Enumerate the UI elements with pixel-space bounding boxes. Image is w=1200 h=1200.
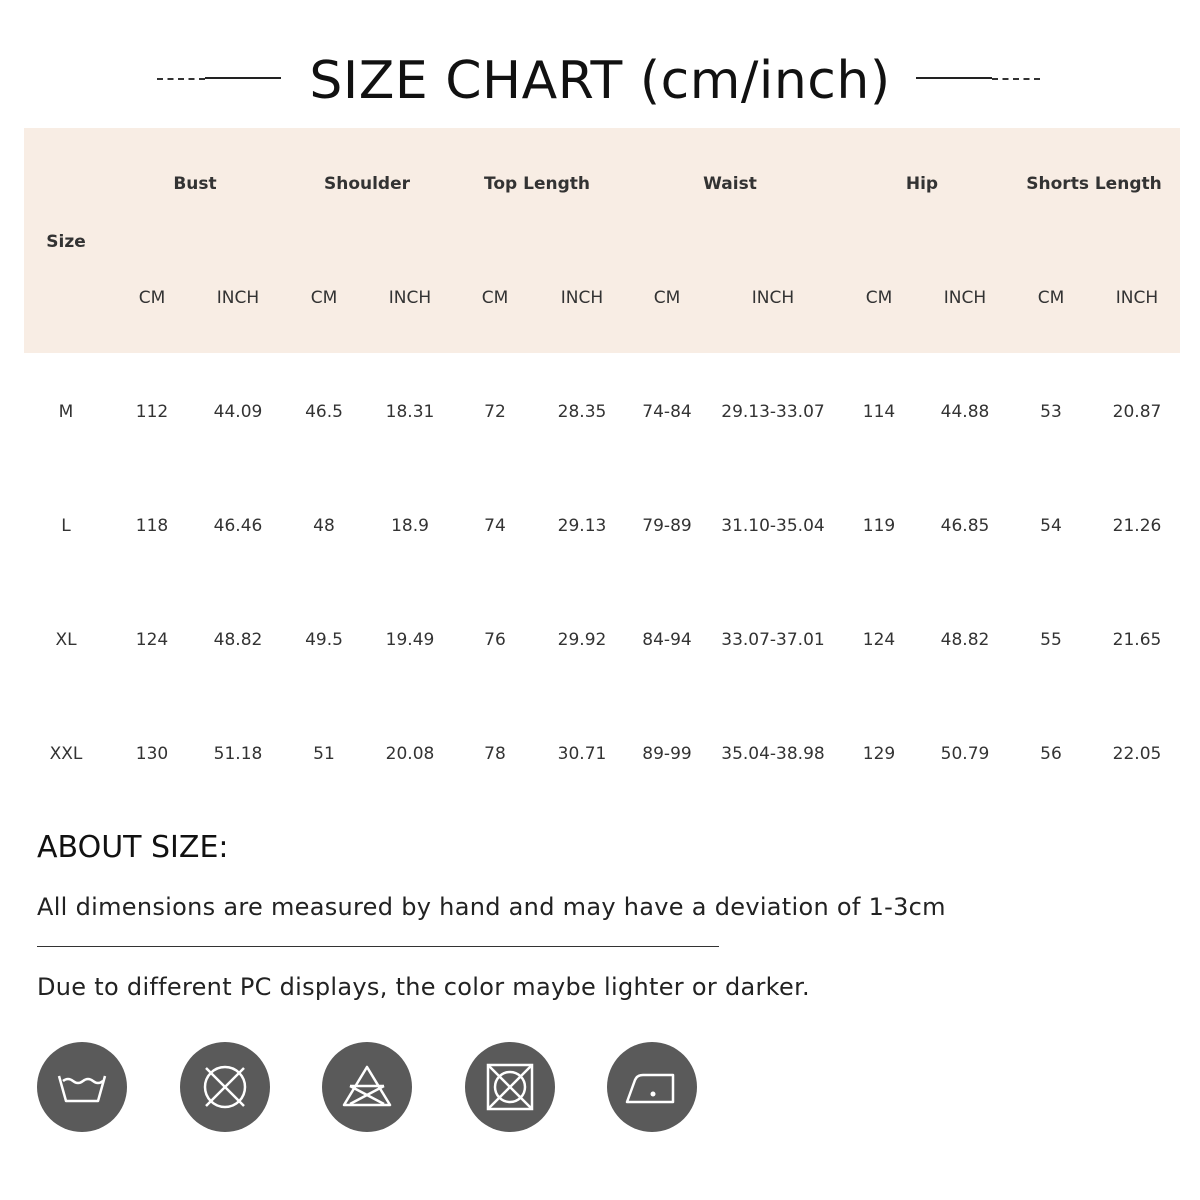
- table-cell: 72: [484, 402, 506, 422]
- table-cell: 28.35: [557, 402, 607, 422]
- unit-header: INCH: [943, 288, 987, 308]
- do-not-dry-clean-icon: [465, 1042, 555, 1132]
- table-cell: 119: [862, 516, 896, 536]
- table-cell: 44.09: [213, 402, 263, 422]
- do-not-tumble-dry-icon: [180, 1042, 270, 1132]
- unit-header: CM: [653, 288, 681, 308]
- table-cell: 74-84: [642, 402, 692, 422]
- table-cell: 76: [484, 630, 506, 650]
- table-cell: 21.26: [1112, 516, 1162, 536]
- size-label: XXL: [49, 744, 83, 764]
- color-note: Due to different PC displays, the color maybe lighter or darker.: [37, 973, 810, 1001]
- table-cell: 35.04-38.98: [721, 744, 825, 764]
- table-cell: 46.46: [213, 516, 263, 536]
- measurement-group-header: Bust: [173, 174, 217, 194]
- about-size-heading: ABOUT SIZE:: [37, 830, 229, 865]
- measurement-group-header: Shoulder: [323, 174, 411, 194]
- table-cell: 78: [484, 744, 506, 764]
- table-cell: 130: [135, 744, 169, 764]
- table-cell: 129: [862, 744, 896, 764]
- table-cell: 49.5: [305, 630, 343, 650]
- table-cell: 22.05: [1112, 744, 1162, 764]
- measurement-note: All dimensions are measured by hand and may have a deviation of 1-3cm: [37, 893, 946, 921]
- table-cell: 79-89: [642, 516, 692, 536]
- title-decoration-left-line: [205, 77, 281, 79]
- table-cell: 46.5: [305, 402, 343, 422]
- unit-header: INCH: [1115, 288, 1159, 308]
- table-cell: 114: [862, 402, 896, 422]
- unit-header: CM: [310, 288, 338, 308]
- table-cell: 124: [135, 630, 169, 650]
- table-cell: 46.85: [940, 516, 990, 536]
- unit-header: INCH: [560, 288, 604, 308]
- unit-header: CM: [138, 288, 166, 308]
- table-cell: 19.49: [385, 630, 435, 650]
- table-cell: 20.87: [1112, 402, 1162, 422]
- table-cell: 124: [862, 630, 896, 650]
- table-cell: 48.82: [213, 630, 263, 650]
- unit-header: CM: [865, 288, 893, 308]
- table-cell: 48.82: [940, 630, 990, 650]
- iron-low-icon: [607, 1042, 697, 1132]
- table-cell: 74: [484, 516, 506, 536]
- table-cell: 48: [313, 516, 335, 536]
- table-cell: 51.18: [213, 744, 263, 764]
- table-header-background: [24, 128, 1180, 353]
- size-label: L: [61, 516, 71, 536]
- table-cell: 29.92: [557, 630, 607, 650]
- divider: [37, 946, 719, 947]
- do-not-bleach-icon: [322, 1042, 412, 1132]
- title-decoration-right-dash: [992, 78, 1040, 80]
- table-cell: 30.71: [557, 744, 607, 764]
- size-column-header: Size: [46, 232, 86, 252]
- title-decoration-left-dash: [157, 78, 205, 80]
- measurement-group-header: Hip: [905, 174, 939, 194]
- title-decoration-right-line: [916, 77, 992, 79]
- measurement-group-header: Waist: [703, 174, 757, 194]
- page-title: SIZE CHART (cm/inch): [309, 51, 891, 111]
- unit-header: CM: [481, 288, 509, 308]
- unit-header: CM: [1037, 288, 1065, 308]
- table-cell: 18.9: [391, 516, 429, 536]
- unit-header: INCH: [388, 288, 432, 308]
- table-cell: 56: [1040, 744, 1062, 764]
- table-cell: 44.88: [940, 402, 990, 422]
- table-cell: 55: [1040, 630, 1062, 650]
- measurement-group-header: Top Length: [484, 174, 590, 194]
- size-label: M: [58, 402, 74, 422]
- table-cell: 51: [313, 744, 335, 764]
- measurement-group-header: Shorts Length: [1026, 174, 1162, 194]
- table-cell: 84-94: [642, 630, 692, 650]
- table-cell: 53: [1040, 402, 1062, 422]
- unit-header: INCH: [216, 288, 260, 308]
- table-cell: 29.13-33.07: [721, 402, 825, 422]
- table-cell: 20.08: [385, 744, 435, 764]
- table-cell: 33.07-37.01: [721, 630, 825, 650]
- table-cell: 29.13: [557, 516, 607, 536]
- table-cell: 54: [1040, 516, 1062, 536]
- table-cell: 18.31: [385, 402, 435, 422]
- table-cell: 112: [135, 402, 169, 422]
- hand-wash-icon: [37, 1042, 127, 1132]
- table-cell: 118: [135, 516, 169, 536]
- title-bar: [0, 48, 1200, 118]
- size-label: XL: [55, 630, 77, 650]
- table-cell: 89-99: [642, 744, 692, 764]
- table-cell: 50.79: [940, 744, 990, 764]
- table-cell: 31.10-35.04: [721, 516, 825, 536]
- unit-header: INCH: [751, 288, 795, 308]
- table-cell: 21.65: [1112, 630, 1162, 650]
